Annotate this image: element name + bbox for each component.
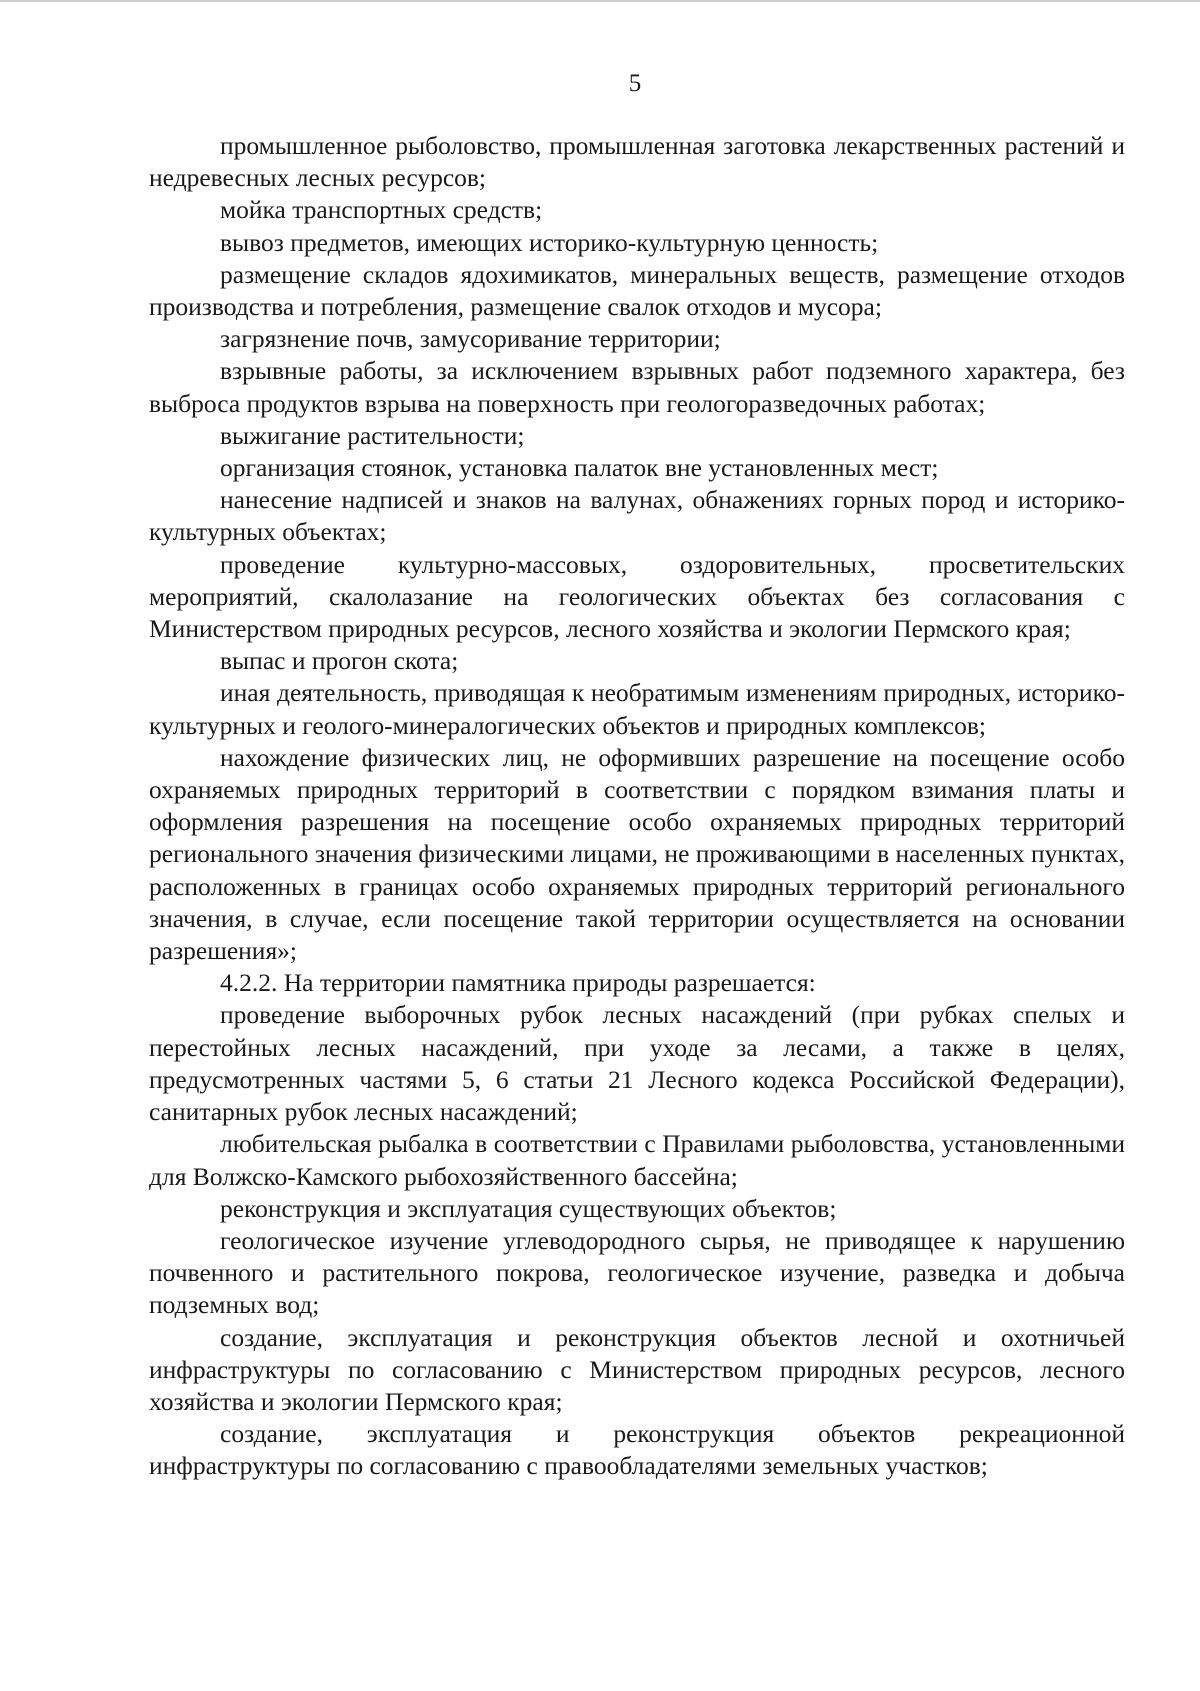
paragraph: любительская рыбалка в соответствии с Правилами рыболовства, установленными для Волжско-Камского рыбохозяйственного бассейна; <box>149 1129 1125 1191</box>
paragraph: нахождение физических лиц, не оформивших разрешение на посещение особо охраняемых природных территорий в соответствии с порядком взимания платы и оформления разрешения на посещение особо охраняемых природных территорий регионального значения физическими лицами, не проживающими в населенных пунктах, расположенных в границах особо охраняемых природных территорий регионального значения, в случае, если посещение такой территории осуществляется на основании разрешения»; <box>149 742 1125 966</box>
paragraph: нанесение надписей и знаков на валунах, обнажениях горных пород и историко-культурных объектах; <box>149 485 1125 547</box>
paragraph: проведение культурно-массовых, оздоровительных, просветительских мероприятий, скалолазание на геологических объектах без согласования с Министерством природных ресурсов, лесного хозяйства и экологии Пермского края; <box>149 549 1125 644</box>
paragraph: проведение выборочных рубок лесных насаждений (при рубках спелых и перестойных лесных насаждений, при уходе за лесами, а также в целях, предусмотренных частями 5, 6 статьи 21 Лесного кодекса Российской Федерации), санитарных рубок лесных насаждений; <box>149 1000 1125 1127</box>
section-heading-paragraph: 4.2.2. На территории памятника природы разрешается: <box>220 968 816 998</box>
paragraph: взрывные работы, за исключением взрывных работ подземного характера, без выброса продуктов взрыва на поверхность при геологоразведочных работах; <box>149 356 1125 418</box>
paragraph: геологическое изучение углеводородного сырья, не приводящее к нарушению почвенного и растительного покрова, геологическое изучение, разведка и добыча подземных вод; <box>149 1225 1125 1320</box>
paragraph: выжигание растительности; <box>220 420 525 450</box>
page-number: 5 <box>628 70 642 97</box>
paragraph: выпас и прогон скота; <box>220 646 459 676</box>
paragraph: организация стоянок, установка палаток вне установленных мест; <box>220 453 939 483</box>
paragraph: вывоз предметов, имеющих историко-культурную ценность; <box>220 227 879 257</box>
paragraph: промышленное рыболовство, промышленная заготовка лекарственных растений и недревесных лесных ресурсов; <box>149 131 1125 193</box>
paragraph: создание, эксплуатация и реконструкция объектов лесной и охотничьей инфраструктуры по согласованию с Министерством природных ресурсов, лесного хозяйства и экологии Пермского края; <box>149 1322 1125 1416</box>
scan-edge-line <box>0 0 1200 2</box>
paragraph: загрязнение почв, замусоривание территории; <box>220 324 721 354</box>
paragraph: реконструкция и эксплуатация существующих объектов; <box>220 1193 837 1223</box>
document-body <box>149 130 1125 1483</box>
paragraph: создание, эксплуатация и реконструкция объектов рекреационной инфраструктуры по согласованию с правообладателями земельных участков; <box>149 1419 1125 1481</box>
paragraph: мойка транспортных средств; <box>220 195 543 225</box>
paragraph: иная деятельность, приводящая к необратимым изменениям природных, историко-культурных и геолого-минералогических объектов и природных комплексов; <box>149 678 1125 740</box>
paragraph: размещение складов ядохимикатов, минеральных веществ, размещение отходов производства и потребления, размещение свалок отходов и мусора; <box>149 259 1125 322</box>
